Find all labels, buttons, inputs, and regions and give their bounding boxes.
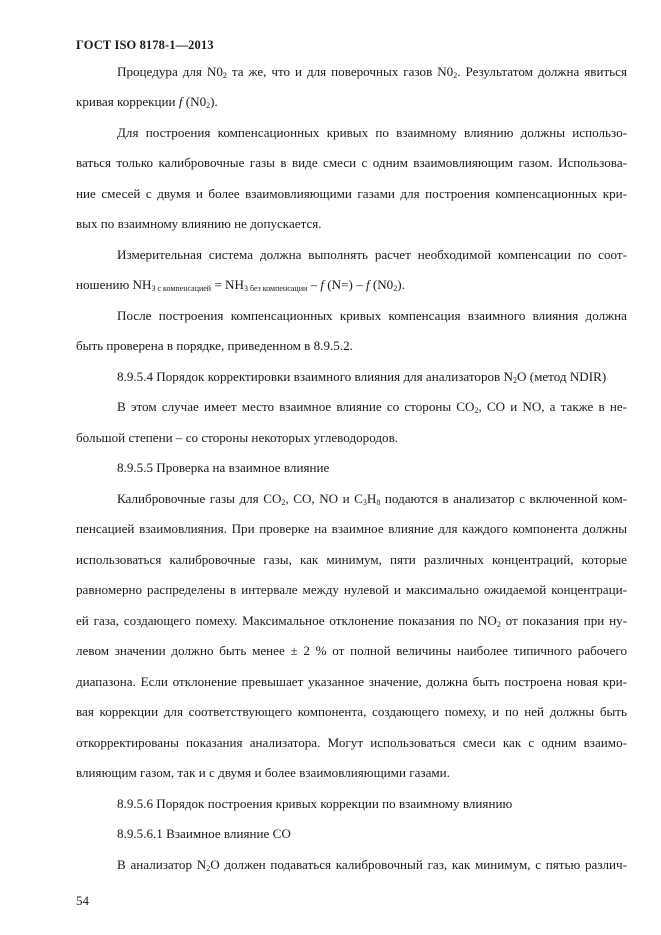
section-heading: 8.9.5.5 Проверка на взаимное влияние bbox=[117, 460, 330, 475]
text-line: ношению $NH_{3 с компенсацией} = NH_{3 без компенсации} - f$ (N=) – f $(N0_2)$. bbox=[76, 277, 405, 293]
text-line: Измерительная система должна выполнять расчет необходимой компенсации по соот- bbox=[117, 247, 627, 262]
section-heading: 8.9.5.6 Порядок построения кривых коррекции по взаимному влиянию bbox=[117, 796, 513, 811]
text-line: После построения компенсационных кривых компенсация взаимного влияния должна bbox=[117, 308, 627, 323]
section-heading: 8.9.5.4 Порядок корректировки взаимного влияния для анализаторов $N_2O$ (метод NDIR) bbox=[117, 369, 607, 385]
text-line: диапазона. Если отклонение превышает указанное значение, должна быть построена новая кри- bbox=[76, 674, 627, 689]
text-line: пенсацией взаимовлияния. При проверке на взаимное влияние для каждого компонента должны bbox=[76, 521, 627, 536]
text-line: кривая коррекции f $(N0_2)$. bbox=[76, 94, 218, 110]
text-line: вых по взаимному влиянию не допускается. bbox=[76, 216, 322, 231]
text-line: В этом случае имеет место взаимное влияние со стороны $CO_2$, CO и NO, а также в не- bbox=[117, 399, 627, 415]
text-line: ние смесей с двумя и более взаимовлияющими газами для построения компенсационных кри- bbox=[76, 186, 627, 201]
text-line: быть проверена в порядке, приведенном в 8.9.5.2. bbox=[76, 338, 353, 353]
text-line: использоваться калибровочные газы, как минимум, пяти различных концентраций, которые bbox=[76, 552, 627, 567]
text-line: Процедура для $N0_2$ та же, что и для поверочных газов $N0_2$. Результатом должна явиться bbox=[117, 64, 627, 80]
section-heading: 8.9.5.6.1 Взаимное влияние CO bbox=[117, 826, 291, 841]
page-number: 54 bbox=[76, 893, 89, 908]
text-line: В анализатор $N_2O$ должен подаваться калибровочный газ, как минимум, с пятью различ- bbox=[117, 857, 627, 873]
text-line: левом значении должно быть менее ± 2 % от полной величины наиболее типичного рабочего bbox=[76, 643, 627, 658]
text-line: равномерно распределены в интервале между нулевой и максимально ожидаемой концентраци- bbox=[76, 582, 627, 597]
text-line: откорректированы показания анализатора. Могут использоваться смеси как с одним взаимо- bbox=[76, 735, 627, 750]
text-line: влияющим газом, так и с двумя и более взаимовлияющими газами. bbox=[76, 765, 450, 780]
text-line: вая коррекции для соответствующего компонента, создающего помеху, и по ней должны быть bbox=[76, 704, 627, 719]
document-header: ГОСТ ISO 8178-1—2013 bbox=[76, 38, 214, 52]
text-line: Для построения компенсационных кривых по взаимному влиянию должны использо- bbox=[117, 125, 627, 140]
text-line: Калибровочные газы для $CO_2$, CO, NO и $C_3H_8$ подаются в анализатор с включенной ком- bbox=[117, 491, 628, 507]
text-line: ей газа, создающего помеху. Максимальное отклонение показания по $NO_2$ от показания при ну- bbox=[76, 613, 627, 629]
text-line: большой степени – со стороны некоторых углеводородов. bbox=[76, 430, 399, 445]
text-line: ваться только калибровочные газы в виде смеси с одним взаимовлияющим газом. Использова- bbox=[76, 155, 627, 170]
